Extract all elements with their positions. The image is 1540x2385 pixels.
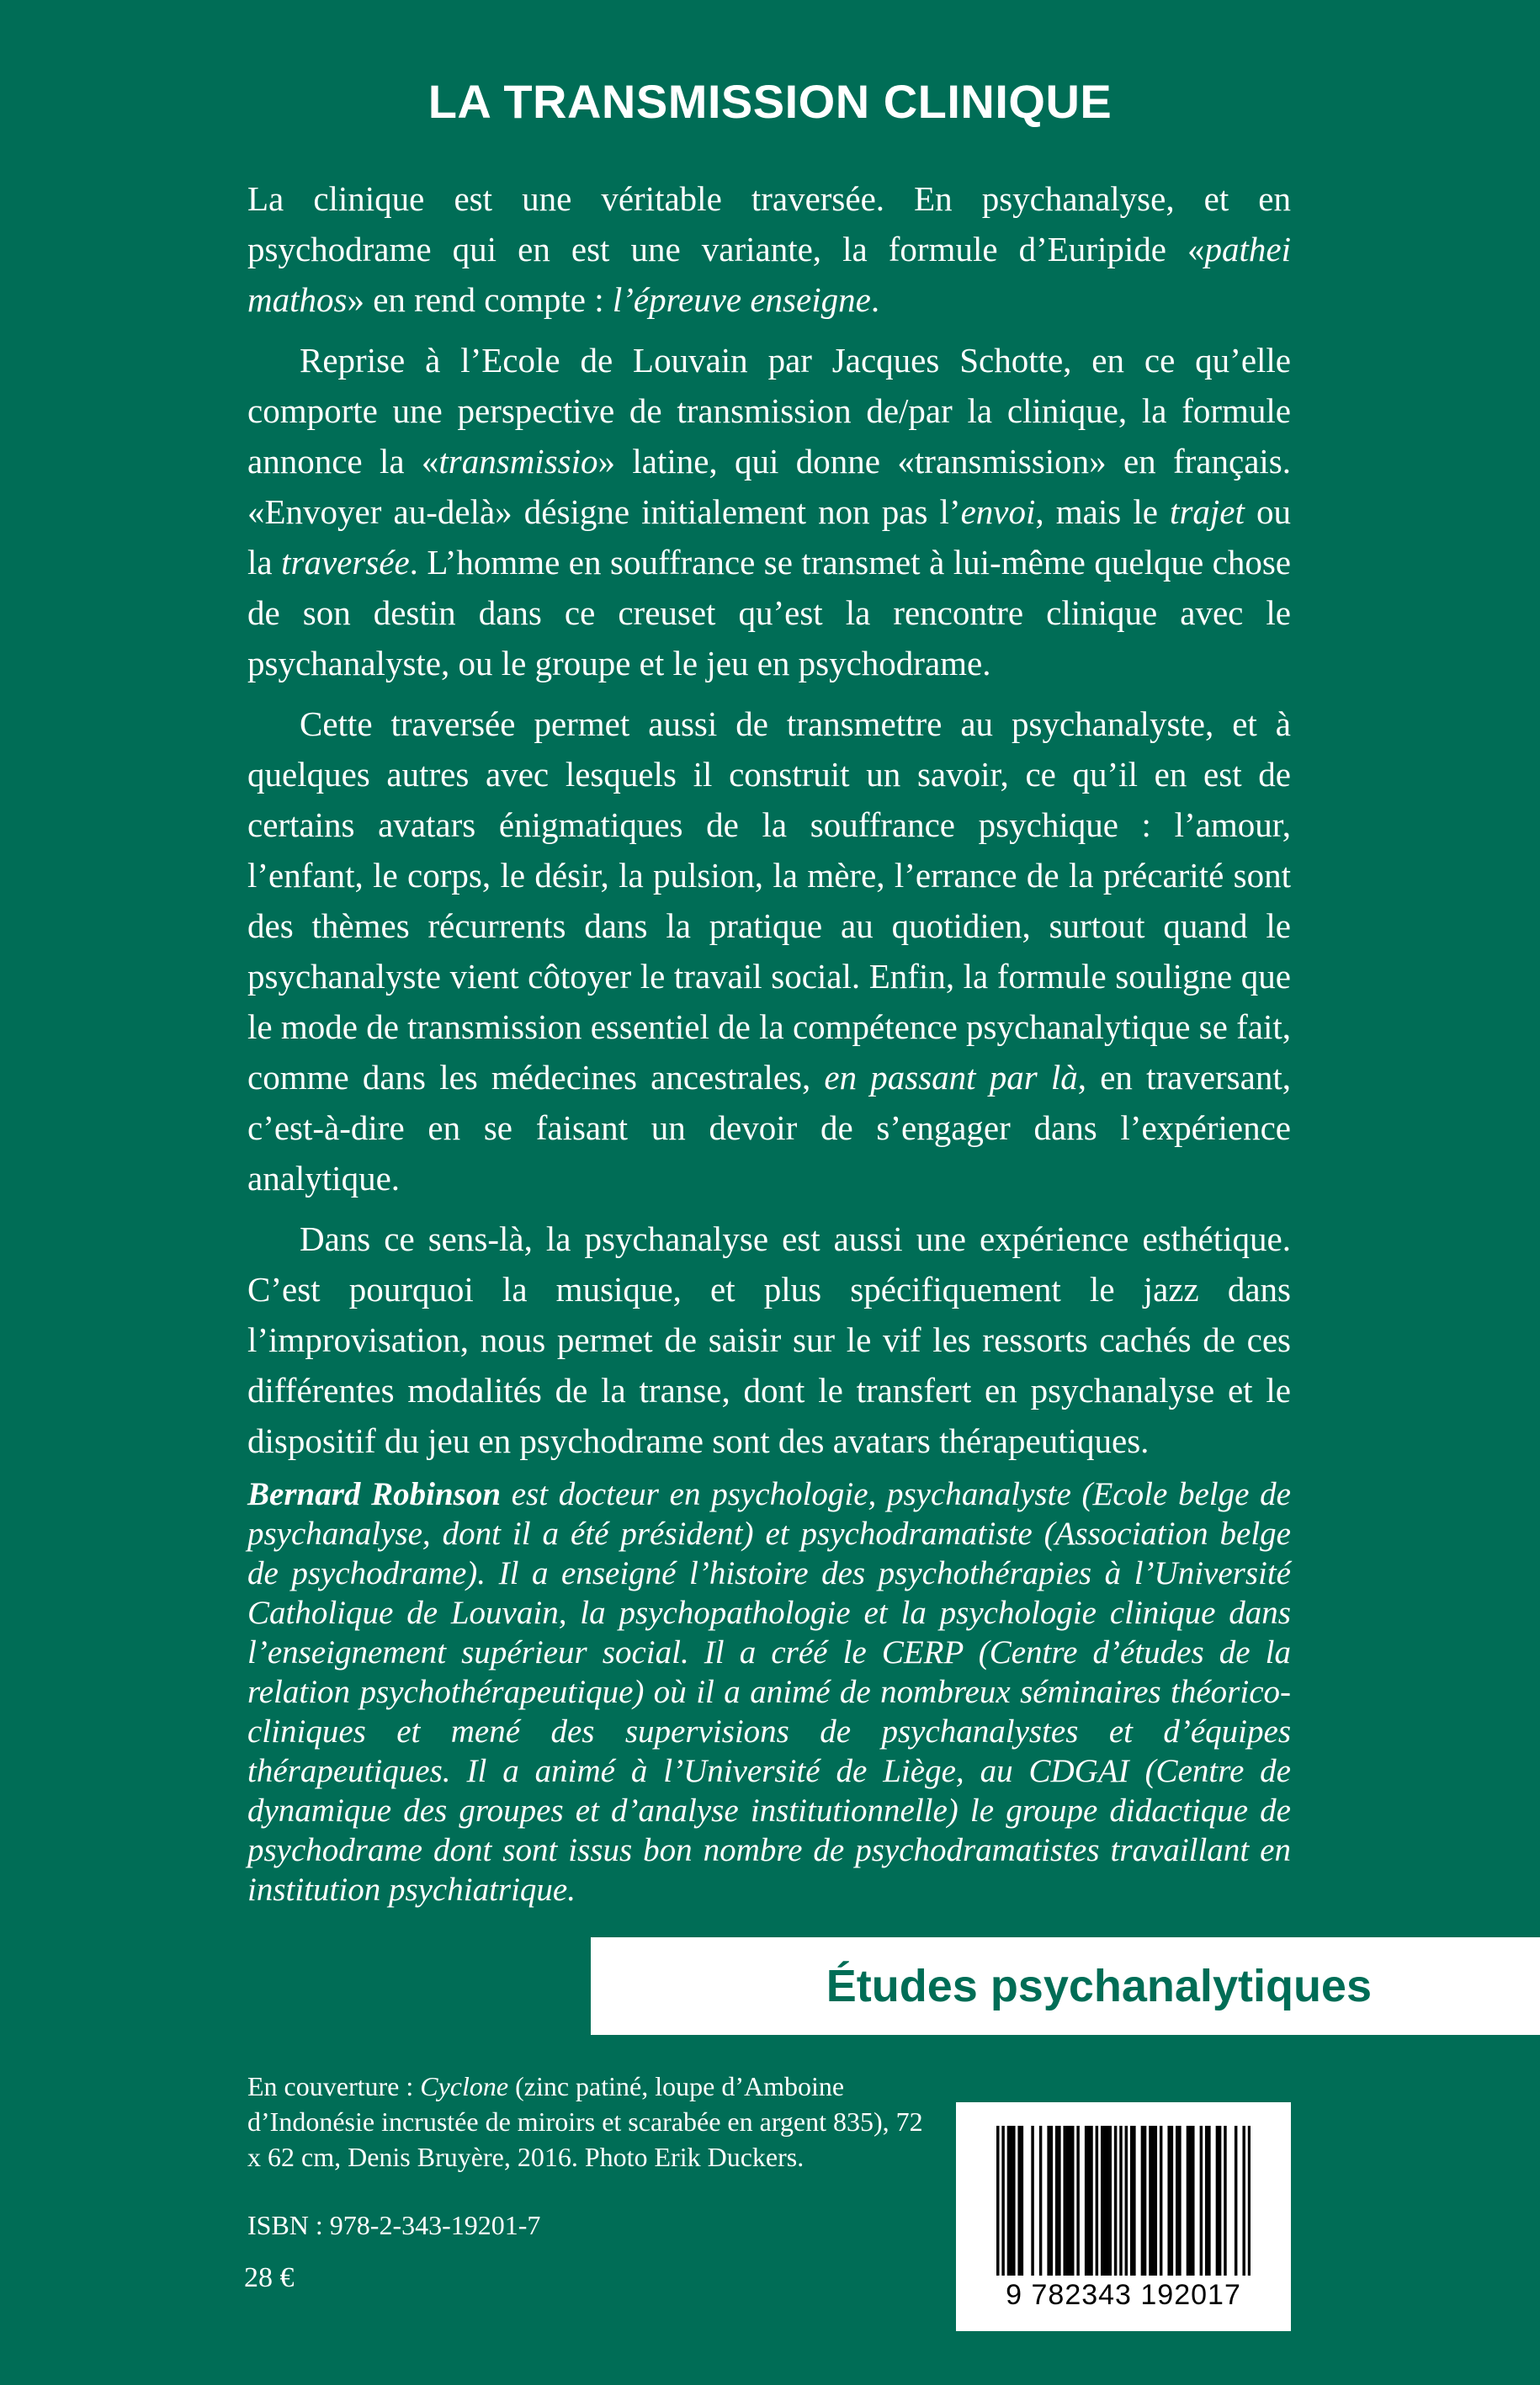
barcode-bar xyxy=(1219,2126,1221,2276)
barcode-bar xyxy=(1017,2126,1020,2276)
barcode-bar xyxy=(1235,2126,1237,2276)
barcode-bar xyxy=(1248,2126,1251,2276)
barcode-bar xyxy=(1130,2126,1133,2276)
barcode-bar xyxy=(1151,2126,1154,2276)
barcode-bar xyxy=(1141,2126,1144,2276)
barcode-bar xyxy=(1205,2126,1208,2276)
book-title: LA TRANSMISSION CLINIQUE xyxy=(427,75,1113,128)
barcode-bar xyxy=(1050,2126,1053,2276)
barcode-bar xyxy=(1242,2126,1245,2276)
barcode-bar xyxy=(1007,2126,1010,2276)
barcode-bar xyxy=(1114,2126,1117,2276)
barcode-bar xyxy=(1167,2126,1170,2276)
series-band xyxy=(591,1937,1540,2035)
barcode-bar xyxy=(1087,2126,1090,2276)
barcode-bar xyxy=(1192,2126,1194,2276)
barcode-bar xyxy=(1216,2126,1219,2276)
price: 28 € xyxy=(244,2262,295,2293)
barcode-bar xyxy=(1106,2126,1108,2276)
barcode-bar xyxy=(1090,2126,1092,2276)
barcode-bar xyxy=(1133,2126,1135,2276)
barcode-bar xyxy=(1039,2126,1042,2276)
cover-credit: En couverture : Cyclone (zinc patiné, loupe d’Amboine d’Indonésie incrustée de miroirs et scarabée en argent 835), 72 x 62 cm, Denis Bruyère, 2016. Photo Erik Duckers. xyxy=(247,2071,923,2172)
blurb xyxy=(247,173,1291,1476)
barcode-bars-icon xyxy=(996,2126,1251,2276)
barcode-bar xyxy=(1149,2126,1151,2276)
isbn: ISBN : 978-2-343-19201-7 xyxy=(247,2210,541,2240)
barcode-bar xyxy=(1178,2126,1181,2276)
barcode-bar xyxy=(996,2126,999,2276)
blurb-paragraph: Dans ce sens-là, la psychanalyse est aussi une expérience esthétique. C’est pourquoi la musique, et plus spécifiquement le jazz dans l’improvisation, nous permet de saisir sur le vif les ressorts cachés de ces différentes modalités de la transe, dont le transfert en psychanalyse et le dispositif du jeu en psychodrame sont des avatars thérapeutiques. xyxy=(247,1219,1291,1460)
barcode-bar xyxy=(1208,2126,1210,2276)
barcode-bar xyxy=(1155,2126,1157,2276)
barcode-bar xyxy=(1119,2126,1122,2276)
barcode-bar xyxy=(1012,2126,1015,2276)
barcode-bar xyxy=(1085,2126,1087,2276)
barcode-bar xyxy=(1101,2126,1103,2276)
barcode xyxy=(956,2102,1291,2331)
barcode-bar xyxy=(1171,2126,1173,2276)
barcode-bar xyxy=(1021,2126,1023,2276)
author-bio xyxy=(247,1474,1291,1910)
barcode-bar xyxy=(1058,2126,1060,2276)
author-bio-text: est docteur en psychologie, psychanalyste (Ecole belge de psychanalyse, dont il a été président) et psychodramatiste (Association belge de psychodrame). Il a enseigné l’histoire des psychothérapies à l’Université Catholique de Louvain, la psychopathologie et la psychologie clinique dans l’enseignement supérieur social. Il a créé le CERP (Centre d’études de la relation psychothérapeutique) où il a animé de nombreux séminaires théorico-cliniques et mené des supervisions de psychanalystes et d’équipes thérapeutiques. Il a animé à l’Université de Liège, au CDGAI (Centre de dynamique des groupes et d’analyse institutionnelle) le groupe didactique de psychodrame dont sont issus bon nombre de psychodramatistes travaillant en institution psychiatrique. xyxy=(247,1476,1291,1908)
barcode-bar xyxy=(1096,2126,1098,2276)
barcode-bar xyxy=(1189,2126,1192,2276)
barcode-bar xyxy=(1010,2126,1012,2276)
barcode-bar xyxy=(1144,2126,1146,2276)
barcode-bar xyxy=(1071,2126,1074,2276)
barcode-bar xyxy=(1001,2126,1004,2276)
author-name: Bernard Robinson xyxy=(247,1476,502,1512)
blurb-paragraph: La clinique est une véritable traversée. En psychanalyse, et en psychodrame qui en est une variante, la formule d’Euripide «pathei mathos» en rend compte : l’épreuve enseigne. xyxy=(247,179,1291,319)
barcode-bar xyxy=(1176,2126,1178,2276)
barcode-bar xyxy=(1224,2126,1226,2276)
barcode-digits: 9 782343 192017 xyxy=(1006,2279,1241,2311)
barcode-bar xyxy=(1125,2126,1128,2276)
barcode-bar xyxy=(1109,2126,1112,2276)
series-name: Études psychanalytiques xyxy=(826,1961,1372,2011)
blurb-paragraph: Cette traversée permet aussi de transmettre au psychanalyste, et à quelques autres avec lesquels il construit un savoir, ce qu’il en est de certains avatars énigmatiques de la souffrance psychique : l’amour, l’enfant, le corps, le désir, la pulsion, la mère, l’errance de la précarité sont des thèmes récurrents dans la pratique au quotidien, surtout quand le psychanalyste vient côtoyer le travail social. Enfin, la formule souligne que le mode de transmission essentiel de la compétence psychanalytique se fait, comme dans les médecines ancestrales, en passant par là, en traversant, c’est-à-dire en se faisant un devoir de s’engager dans l’expérience analytique. xyxy=(247,704,1291,1198)
barcode-bar xyxy=(1066,2126,1069,2276)
barcode-bar xyxy=(1063,2126,1065,2276)
barcode-bar xyxy=(1069,2126,1071,2276)
barcode-bar xyxy=(1160,2126,1162,2276)
barcode-bar xyxy=(1187,2126,1189,2276)
barcode-bar xyxy=(1055,2126,1058,2276)
barcode-bar xyxy=(1103,2126,1106,2276)
blurb-paragraph: Reprise à l’Ecole de Louvain par Jacques Schotte, en ce qu’elle comporte une perspective de transmission de/par la clinique, la formule annonce la «transmissio» latine, qui donne «transmission» en français. «Envoyer au-delà» désigne initialement non pas l’envoi, mais le trajet ou la traversée. L’homme en souffrance se transmet à lui-même quelque chose de son destin dans ce creuset qu’est la rencontre clinique avec le psychanalyste, ou le groupe et le jeu en psychodrame. xyxy=(247,341,1292,683)
barcode-bar xyxy=(1200,2126,1203,2276)
barcode-bar xyxy=(1047,2126,1049,2276)
barcode-bar xyxy=(1076,2126,1079,2276)
barcode-bar xyxy=(1031,2126,1033,2276)
